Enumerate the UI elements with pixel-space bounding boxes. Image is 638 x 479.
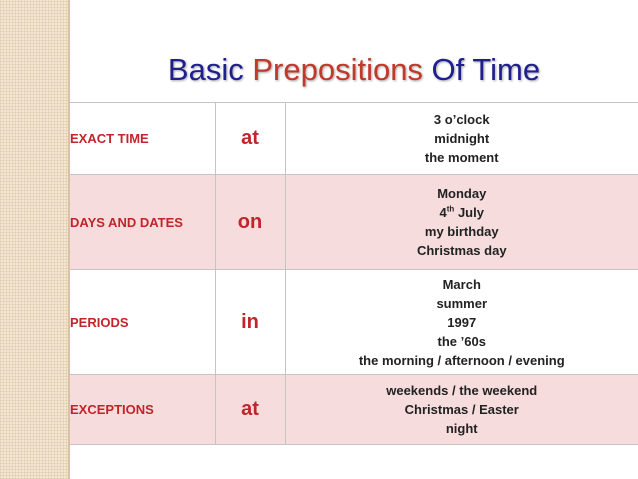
- examples-cell: [285, 375, 638, 445]
- preposition: at: [215, 103, 285, 175]
- category-label: PERIODS: [70, 270, 215, 375]
- category-label: DAYS AND DATES: [70, 175, 215, 270]
- example: 1997: [447, 314, 477, 330]
- table-row: [70, 103, 638, 175]
- example: [286, 203, 638, 222]
- preposition: on: [215, 175, 285, 270]
- category-label: EXCEPTIONS: [70, 375, 215, 445]
- month-name: July: [454, 205, 484, 220]
- examples-cell: [285, 175, 638, 270]
- example: 3 o’clock: [433, 112, 490, 127]
- category-label: EXACT TIME: [70, 103, 215, 175]
- example: the ’60s: [437, 333, 486, 349]
- example: midnight: [434, 131, 490, 146]
- title-accent: Prepositions: [252, 52, 423, 87]
- prepositions-table: [70, 102, 638, 445]
- example: Monday: [437, 186, 487, 201]
- decorative-side-border: [0, 0, 68, 479]
- table-row: [70, 175, 638, 270]
- example: March: [442, 276, 481, 292]
- example: weekends / the weekend: [386, 383, 538, 398]
- example: night: [445, 421, 478, 436]
- table-row: [70, 375, 638, 445]
- example: my birthday: [424, 224, 499, 239]
- example: Christmas / Easter: [404, 402, 519, 417]
- table-row: [70, 270, 638, 375]
- example: summer: [436, 295, 488, 311]
- title-part-2: Of Time: [422, 52, 541, 87]
- date-number: 4: [439, 205, 447, 220]
- examples-cell: [285, 270, 638, 375]
- examples-cell: [285, 103, 638, 175]
- preposition: in: [215, 270, 285, 375]
- example: Christmas day: [416, 243, 507, 258]
- title-part-1: Basic: [167, 52, 253, 87]
- preposition: at: [215, 375, 285, 445]
- slide-title: [70, 52, 638, 88]
- example: the moment: [424, 150, 499, 165]
- ordinal-suffix: th: [446, 204, 455, 214]
- example: the morning / afternoon / evening: [358, 352, 565, 368]
